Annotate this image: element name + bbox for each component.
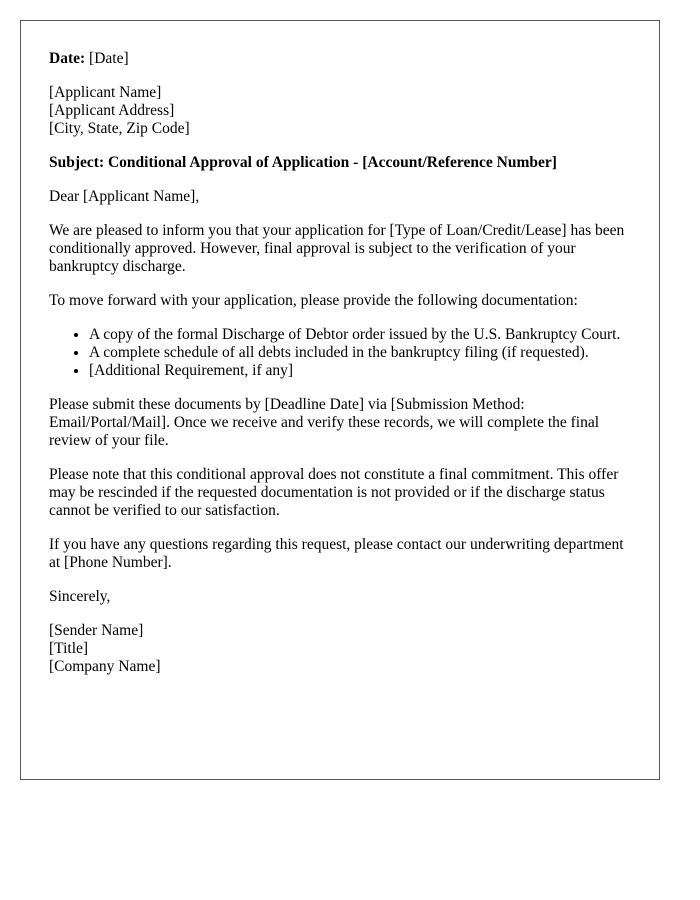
recipient-address-block	[49, 84, 631, 138]
body-paragraph-disclaimer: Please note that this conditional approval does not constitute a final commitment. This offer may be rescinded if the requested documentation is not provided or if the discharge status cannot be verified to our satisfaction.	[49, 466, 619, 519]
requirements-list	[49, 326, 631, 380]
date-label: Date:	[49, 50, 86, 67]
letter-page	[20, 20, 660, 780]
closing: Sincerely,	[49, 588, 111, 605]
list-item: • A copy of the formal Discharge of Debtor order issued by the U.S. Bankruptcy Court.	[89, 326, 631, 344]
sender-company: [Company Name]	[49, 658, 161, 675]
date-value: [Date]	[89, 50, 129, 67]
body-paragraph-submission: Please submit these documents by [Deadline Date] via [Submission Method: Email/Portal/Mail]. Once we receive and verify these records, we will complete the final review of your file.	[49, 396, 600, 449]
recipient-city-state-zip: [City, State, Zip Code]	[49, 120, 190, 137]
list-item: • [Additional Requirement, if any]	[89, 362, 631, 380]
recipient-address: [Applicant Address]	[49, 102, 175, 119]
date-line	[49, 50, 631, 68]
body-paragraph-approval: We are pleased to inform you that your application for [Type of Loan/Credit/Lease] has been conditionally approved. However, final approval is subject to the verification of your bankruptcy discharge.	[49, 222, 625, 275]
body-paragraph-documentation-intro: To move forward with your application, please provide the following documentation:	[49, 292, 578, 309]
body-paragraph-contact: If you have any questions regarding this request, please contact our underwriting department at [Phone Number].	[49, 536, 624, 571]
recipient-name: [Applicant Name]	[49, 84, 162, 101]
subject-line: Subject: Conditional Approval of Application - [Account/Reference Number]	[49, 154, 557, 171]
signature-block	[49, 622, 631, 676]
salutation: Dear [Applicant Name],	[49, 188, 200, 205]
sender-title: [Title]	[49, 640, 89, 657]
sender-name: [Sender Name]	[49, 622, 144, 639]
list-item: • A complete schedule of all debts included in the bankruptcy filing (if requested).	[89, 344, 631, 362]
